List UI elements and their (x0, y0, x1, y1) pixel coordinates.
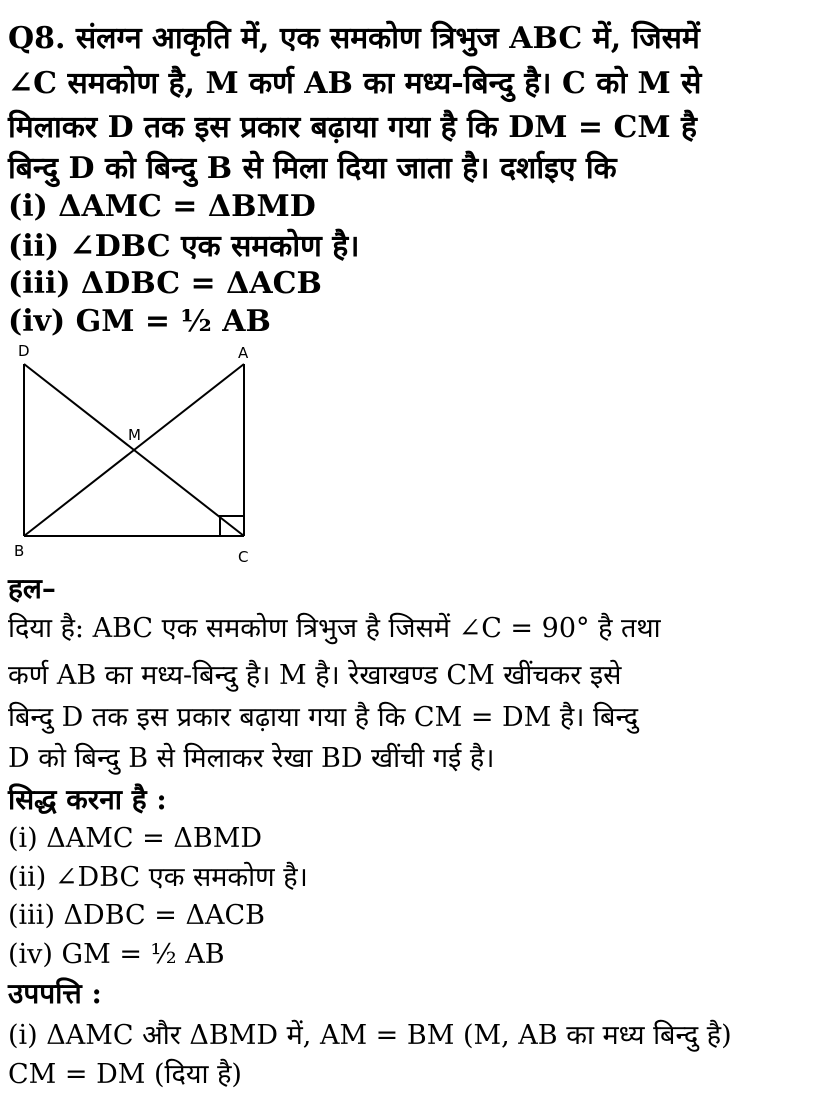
proof-line-2: CM = DM (दिया है) (8, 1059, 242, 1090)
to-prove-iv: (iv) GM = ½ AB (8, 939, 225, 970)
proof-line-1: (i) ΔAMC और ΔBMD में, AM = BM (M, AB का मध्य बिन्दु है) (8, 1020, 732, 1051)
label-C: C (238, 548, 249, 566)
label-M: M (128, 426, 141, 444)
question-line-2: ∠C समकोण है, M कर्ण AB का मध्य-बिन्दु है। C को M से (8, 66, 702, 101)
to-prove-ii: (ii) ∠DBC एक समकोण है। (8, 862, 308, 893)
to-prove-i: (i) ΔAMC = ΔBMD (8, 823, 263, 854)
question-line-4: बिन्दु D को बिन्दु B से मिला दिया जाता है। दर्शाइए कि (8, 151, 617, 186)
given-line-1: दिया है: ABC एक समकोण त्रिभुज है जिसमें ∠C = 90° है तथा (8, 613, 661, 644)
triangle-figure (8, 340, 268, 570)
to-prove-iii: (iii) ΔDBC = ΔACB (8, 900, 265, 931)
question-part-ii: (ii) ∠DBC एक समकोण है। (8, 229, 360, 264)
label-D: D (18, 342, 30, 360)
proof-heading: उपपत्ति : (8, 977, 102, 1010)
given-line-2: कर्ण AB का मध्य-बिन्दु है। M है। रेखाखण्ड CM खींचकर इसे (8, 660, 622, 691)
question-part-iii: (iii) ΔDBC = ΔACB (8, 266, 322, 301)
question-line-1: Q8. संलग्न आकृति में, एक समकोण त्रिभुज ABC में, जिसमें (8, 21, 700, 56)
question-part-i: (i) ΔAMC = ΔBMD (8, 189, 316, 224)
to-prove-heading: सिद्ध करना है : (8, 783, 167, 816)
question-line-3: मिलाकर D तक इस प्रकार बढ़ाया गया है कि DM = CM है (8, 110, 697, 145)
label-A: A (238, 344, 249, 362)
question-part-iv: (iv) GM = ½ AB (8, 304, 271, 339)
given-line-4: D को बिन्दु B से मिलाकर रेखा BD खींची गई है। (8, 743, 495, 774)
label-B: B (14, 542, 25, 560)
solution-heading: हल– (8, 572, 56, 605)
given-line-3: बिन्दु D तक इस प्रकार बढ़ाया गया है कि CM = DM है। बिन्दु (8, 702, 639, 733)
